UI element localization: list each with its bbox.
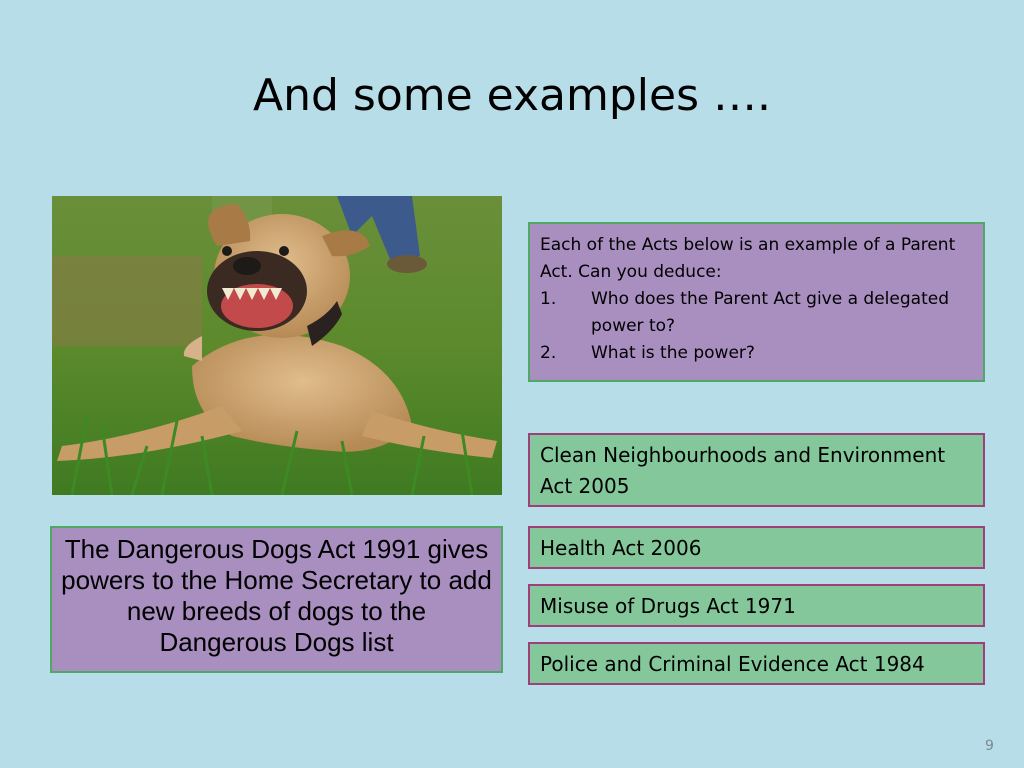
question-text: What is the power? (591, 343, 755, 363)
question-number: 2. (540, 343, 557, 363)
instructions-box (528, 222, 985, 382)
question-item (540, 286, 973, 340)
questions-list (540, 286, 973, 367)
act-box-misuse-of-drugs: Misuse of Drugs Act 1971 (528, 584, 985, 627)
act-box-police-criminal-evidence: Police and Criminal Evidence Act 1984 (528, 642, 985, 685)
act-box-clean-neighbourhoods: Clean Neighbourhoods and Environment Act 2005 (528, 433, 985, 507)
act-box-health-act: Health Act 2006 (528, 526, 985, 569)
question-text: Who does the Parent Act give a delegated power to? (591, 289, 949, 336)
dangerous-dogs-example-box: The Dangerous Dogs Act 1991 gives powers to the Home Secretary to add new breeds of dogs to the Dangerous Dogs list (50, 526, 503, 673)
question-item (540, 340, 973, 367)
aggressive-dog-photo (52, 196, 502, 495)
question-number: 1. (540, 289, 557, 309)
page-number: 9 (985, 738, 994, 754)
slide-title: And some examples …. (253, 70, 771, 121)
instructions-text: Each of the Acts below is an example of a Parent Act. Can you deduce: (540, 235, 956, 282)
